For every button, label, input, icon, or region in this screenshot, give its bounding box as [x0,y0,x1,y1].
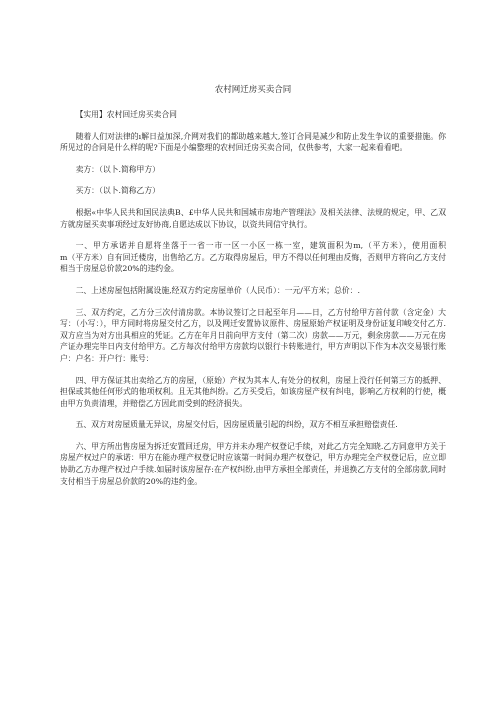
clause-5: 五、双方对房屋质量无异议，房屋交付后，因房屋质量引起的纠纷，双方不相互承担赔偿责任. [75,420,398,430]
clause-1: 一、甲方承诺并自愿将坐落于一省一市一区一小区一栋一室，建筑面积为m,（平方米），使用面积 m（平方米）自有回迁楼房，出售给乙方。乙方取得房屋后，甲方不得以任何理由反悔，否则甲方将向乙方支付相当于房屋总价款20%的违约金。 [60,241,493,274]
clause-2: 二、上述房屋包括附属设施,经双方约定房屋单价（人民币）：一元/平方米；总价：. [75,285,360,295]
document-page [60,84,493,497]
paragraph-intro: 随着人们对法律的ı解日益加深,介网对我们的都助越来越大,签订合同是减少和防止发生争议的重要措施。你所见过的合同是什么样的呢?下面是小编整理的农村回迁房买卖合同，仅供参考，大家一起来看看吧。 [60,131,446,153]
document-subtitle: 【实用】农村回迁房买卖合同 [75,110,177,119]
document-title: 农村网迁房买卖合同 [214,85,292,95]
paragraph-seller: 卖方：（以卜.简称甲方） [75,164,160,174]
paragraph-legal-basis: 根据«中华人民共和国民法典В、£中华人民共和国城市房地产管理法》及相关法律、法规的规定，甲、乙双方就房屋买卖事项经过友好协商,自愿达成以下协议，以资共同信守执行。 [60,207,446,229]
clause-3: 三、双方约定，乙方分三次付清房款。本协议签订之日起至年月——日，乙方付给甲方首付款（含定金）大写：（小写：），甲方同时将房屋交付乙方，以及网迁安置协议原件、房屋原始产权证明及身份证复印峻交付乙方.双方应当为对方出具相应的凭证。乙方在年月日前向甲方支付（第二次）房款——万元，剩余房款——万元在房产证办理完毕日内支付给甲方。乙方每次付给甲方房款均以银行卡转账进行，甲方声明以下作为本次交易银行账户：户名：开户行：账号： [60,307,446,363]
paragraph-buyer: 买方：（以卜.简称乙方） [75,186,160,196]
clause-6: 六、甲方所出售房屋为拆迁安置回迁房，甲方并未办理产权登记手续，对此乙方完全知晓.乙方同意甲方关于房屋产权过户的承诺：甲方在能办理产权登记时应该第一时间办理产权登记，甲方办理完全产权登记后，应立即协助乙方办理产权过户手续.如届时该房屋存:在产权纠纷,由甲方承担全部责任，并退换乙方支付的全部房款,同时支付相当于房屋总价款的20%的违约金。 [60,441,446,486]
clause-4: 四、甲方保证其出卖给乙方的房屋，（原始）产权为其本人,有处分的权利，房屋上没行任何第三方的抵押、担保或其他任何形式的他项权利。且无其他纠纷。乙方买受后，如该房屋产权有纠电，影响乙方权利的行使，概由甲方负责清理，并赔偿乙方因此而受到的经济损失。 [60,375,446,408]
